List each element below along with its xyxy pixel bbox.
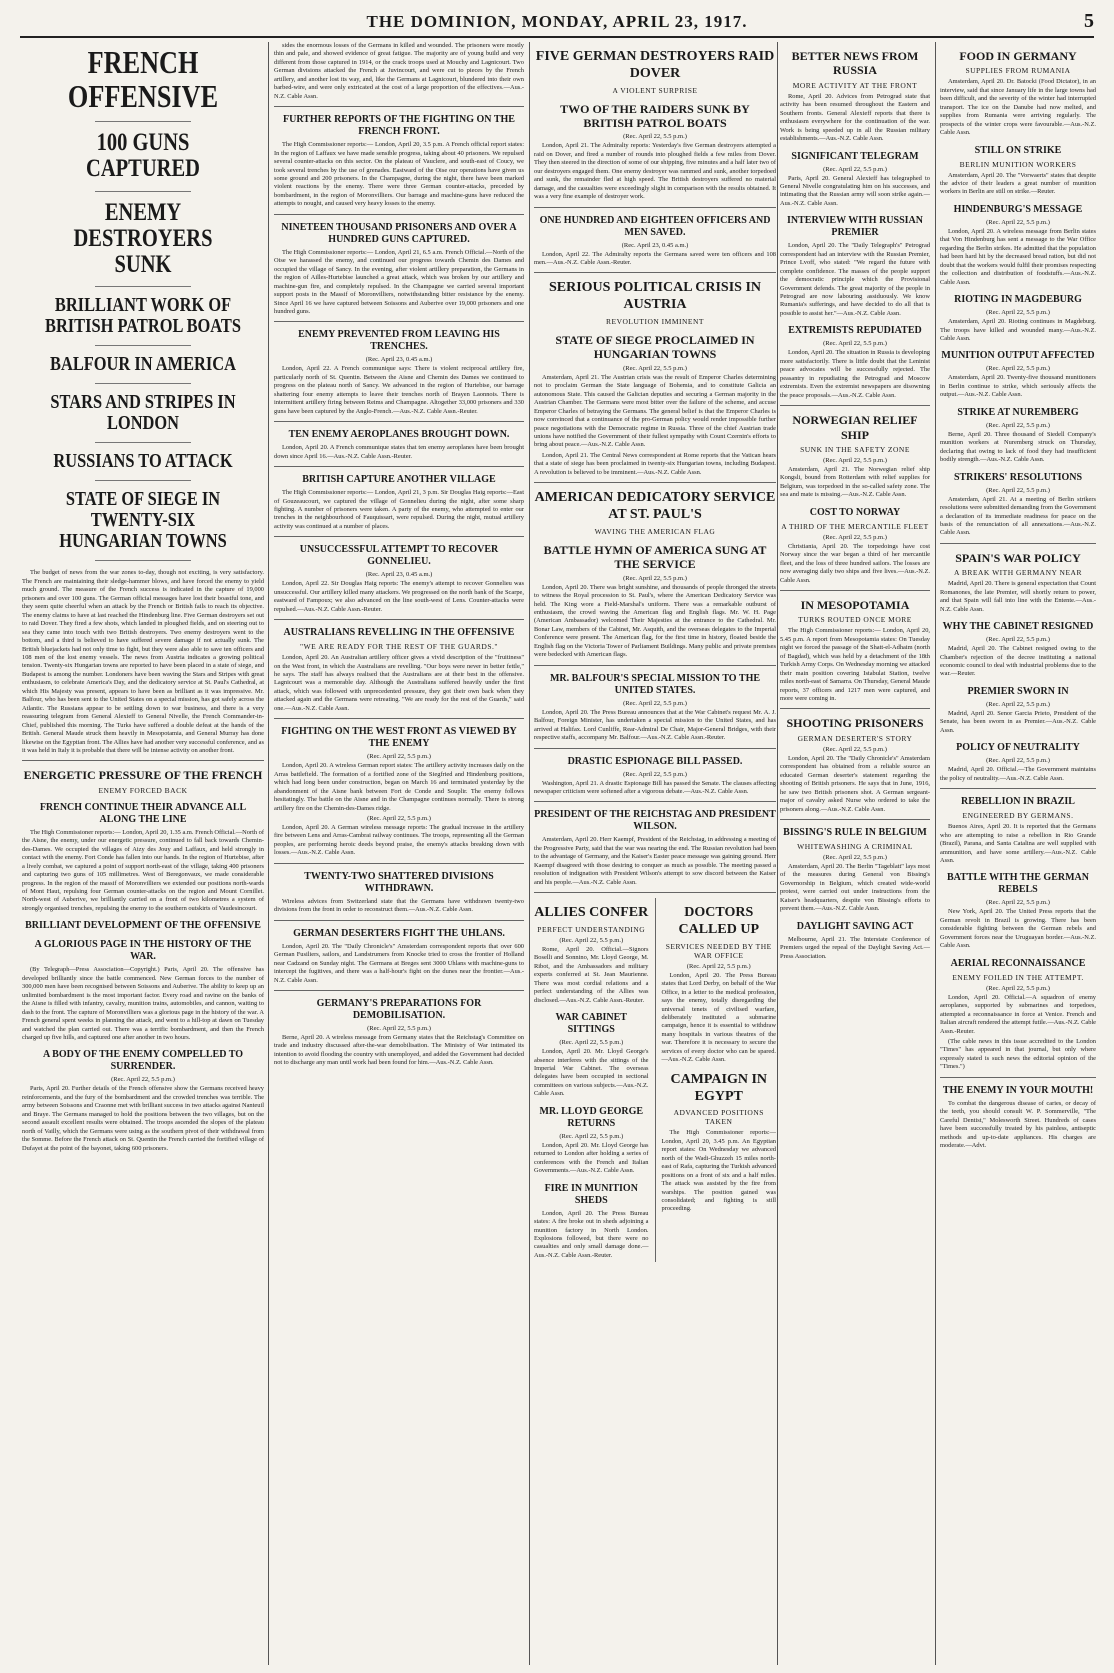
article-body	[940, 766, 1096, 783]
article-headline: DOCTORS CALLED UP	[678, 905, 759, 937]
article-body	[22, 966, 264, 1042]
column-3	[534, 42, 776, 1667]
article-body	[780, 543, 930, 585]
divider	[534, 801, 776, 802]
received-date: (Rec. April 22, 5.5 p.m.)	[823, 340, 887, 348]
article-headline: RIOTING IN MAGDEBURG	[954, 294, 1082, 306]
article-paragraph: Amsterdam, April 21. The Norwegian relief ship Kongsli, bound from Rotterdam with relief supplies for Belgium, was torpedoed in the so-called safety zone. The sea and mate is missing.—Aus.-N.Z. Cable Assn.	[780, 465, 930, 499]
received-date: (Rec. April 22, 5.5 p.m.)	[623, 699, 687, 707]
article-headline: EXTREMISTS REPUDIATED	[788, 325, 922, 337]
received-date: (Rec. April 22, 5.5 p.m.)	[986, 700, 1050, 708]
divider	[274, 863, 524, 864]
column-rule	[268, 42, 269, 1665]
intro-paragraph: The budget of news from the war zones to-day, though not exciting, is very satisfactory. The French are maintaining their sledge-hammer blows, and have forced the enemy to yield much ground. The measure of the French success is indicated in the capture of 19,000 prisoners and over 100 guns. The German official messages have lost their boastful tone, and they seem quite cheerful when an attack by the French or British fails to reach its objective. The enemy claims to have at last reached the Hindenburg line. Five German destroyers set out to raid Dover. They fired a few shots, which landed in ploughed fields, and on steering out to sea they came into touch with two British destroyers. Two enemy destroyers went to the bottom, and a third is believed to have suffered severe damage if not actually sunk. The British bluejackets had not only time to fight, but they were also able to save ten officers and 108 men of the lost enemy vessels. The news from Austria indicates a growing political tension. Twenty-six Hungarian towns are reported to have been placed in a state of siege, and Budapest is among the number. Londoners have been waving the Stars and Stripes with great enthusiasm, to celebrate America's Day, and the dedicatory service at St. Paul's Cathedral, at which His Majesty was present, appears to have been as brilliant as it was impressive. Mr. Balfour, who has been sent to the United States on a special mission, has got safely across the Atlantic. The Russians appear to be settling down to war business, and there is a very reassuring telegram from General Alexieff to General Nivelle, the French Commander-in-Chief, published this morning. The Turks have suffered a double defeat at the hands of the British. General Maude struck them heavily in Mesopotamia, and General Murray has done likewise on the Egyptian front. The Allies have had another very successful conference, and as it was held in Italy it is probable that there will be intense activity on another front.	[22, 569, 264, 754]
divider	[274, 106, 524, 107]
article-headline: NORWEGIAN RELIEF SHIP	[792, 413, 918, 442]
article-body	[662, 972, 777, 1065]
received-date: (Rec. April 22, 5.5 p.m.)	[823, 533, 887, 541]
article-body	[780, 936, 930, 961]
advertisement-headline: THE ENEMY IN YOUR MOUTH!	[942, 1084, 1094, 1096]
article-body	[274, 489, 524, 531]
article-body	[940, 823, 1096, 865]
split-right	[662, 898, 777, 1262]
article-body	[940, 645, 1096, 679]
article-headline: WAR CABINET SITTINGS	[555, 1012, 627, 1036]
received-date: (Rec. April 22, 5.5 p.m.)	[986, 218, 1050, 226]
article-headline: A GLORIOUS PAGE IN THE HISTORY OF THE WAR.	[34, 939, 252, 963]
received-date: (Rec. April 22, 5.5 p.m.)	[623, 364, 687, 372]
article-body	[22, 829, 264, 914]
article-paragraph: The High Commissioner reports:— London, April 20, 1.35 a.m. French Official.—North of the Aisne, the enemy, under our energetic pressure, continued to fall back towards Chemin-des-Dames. We occupied the villages of Aizy des Jouy and Laffaux, and held strongly in contact with the enemy. Fort Conde has fallen into our hands. In the region of Hurtebise, after a lively combat, we captured a point of support north-east of the village, taking 400 prisoners and capturing two guns of 105 millimetres. West of Beregonvaux, we made considerable progress. In the region of the massif of Moronvilliers we extended our positions north-wards of Mont Haut, repulsing four German counter-attacks on the region and Mount Cornillet. North-west of Auberive, we brilliantly carried on a front of two kilometres a system of strongly organised trenches, repulsing the enemy to the southern outskirts of Vaudesincourt.	[22, 828, 264, 912]
article-headline: SIGNIFICANT TELEGRAM	[791, 150, 919, 162]
article-body	[274, 42, 524, 101]
received-date: (Rec. April 22, 5.5 p.m.)	[823, 456, 887, 464]
article-paragraph: Amsterdam, April 20. Rioting continues in Magdeburg. The troops have killed and wounded many.—Aus.-N.Z. Cable Assn.	[940, 318, 1096, 342]
article-subheadline: A THIRD OF THE MERCANTILE FLEET	[781, 521, 929, 531]
article-paragraph: Madrid, April 20. Official.—The Government maintains the policy of neutrality.—Aus.-N.Z. Cable Assn.	[940, 766, 1096, 782]
article-paragraph: London, April 20. Mr. Lloyd George's absence interferes with the sittings of the Imperial War Cabinet. The overseas delegates have been occupied in sectional committees on various subjects.—Aus.-N.Z. Cable Assn.	[534, 1048, 649, 1098]
article-paragraph: Amsterdam, April 20. Twenty-five thousand munitioners in Berlin continue to strike, which seriously affects the output.—Aus.-N.Z. Cable Assn.	[940, 374, 1096, 399]
article-paragraph: Melbourne, April 21. The Interstate Conference of Premiers urged the repeal of the Daylight Saving Act.—Press Association.	[780, 935, 930, 960]
article-subheadline: REVOLUTION IMMINENT	[605, 317, 705, 327]
received-date: (Rec. April 22, 5.5 p.m.)	[559, 1132, 624, 1140]
headline-russians: RUSSIANS TO ATTACK	[53, 450, 233, 473]
article-body	[780, 863, 930, 914]
article-paragraph: Amsterdam, April 20. Herr Kaempf, President of the Reichstag, in addressing a meeting of the Progressive Party, said that the war was nearing the end. The Russian revolution had been to the advantage of Germany, and the Kaiser's Easter peace message was gaining ground. Herr Kaempf disagreed with those desiring to conquer as much as possible. The meeting passed a resolution of indignation with President Wilson's attempt to sow discord between the Kaiser and his people.—Aus.-N.Z. Cable Assn.	[534, 836, 776, 886]
article-body	[274, 762, 524, 813]
article-subheadline: WAVING THE AMERICAN FLAG	[594, 526, 716, 536]
article-headline: FOOD IN GERMANY	[959, 49, 1077, 63]
received-date: (Rec. April 22, 5.5 p.m.)	[986, 757, 1050, 765]
article-headline: BETTER NEWS FROM RUSSIA	[791, 49, 919, 78]
article-body	[940, 994, 1096, 1036]
article-paragraph: London, April 20. The Press Bureau announces that at the War Cabinet's request Mr. A. J. Balfour, Foreign Minister, has undertaken a special mission to the United States, and has arrived at Halifax. Lord Cunliffe, Rear-Admiral De Chair, Major-General Bridges, with their respective staffs, accompany Mr. Balfour.—Aus.-N.Z. Cable Assn.-Reuter.	[534, 708, 776, 742]
article-headline: TEN ENEMY AEROPLANES BROUGHT DOWN.	[288, 429, 510, 441]
divider	[780, 819, 930, 820]
article-body	[780, 755, 930, 814]
article-paragraph: London, April 20. The Press Bureau states that Lord Derby, on behalf of the War Office, in a letter to the medical profession, says the enemy, totally disregarding the universal tenets of civilised warfare, deliberately instituted a submarine campaign, hence it is essential to withdraw many hospitals in various theatres of the war. Therefore it is necessary to secure the services of every doctor who can be spared.—Aus.-N.Z. Cable Assn.	[661, 971, 776, 1064]
article-headline: STRIKERS' RESOLUTIONS	[953, 471, 1083, 483]
article-body	[534, 1210, 649, 1261]
divider	[95, 442, 192, 443]
article-body	[274, 824, 524, 858]
article-body	[274, 943, 524, 985]
article-paragraph: Rome, April 20. Advices from Petrograd state that activity has been resumed throughout the Eastern and Southern fronts. General Alexieff reports that there is enthusiasm everywhere for the continuation of the war. Work is being speeded up in all the Russian military establishments.—Aus.-N.Z. Cable Assn.	[780, 92, 930, 143]
article-headline: SERIOUS POLITICAL CRISIS IN AUSTRIA	[548, 280, 762, 313]
divider	[95, 286, 192, 287]
received-date: (Rec. April 23, 0.45 a.m.)	[365, 356, 433, 364]
article-headline: FIRE IN MUNITION SHEDS	[544, 1182, 638, 1206]
article-paragraph: The High Commissioner reports:— London, April 20, 3.45 p.m. An Egyptian report states: On Wednesday we advanced north of the Wadi-Ghuzzeh 15 miles north-east of Rafa, capturing the Turkish advanced positions on a front of six and a half miles. The attack was assisted by the fire from warships. The position gained was consolidated; and fighting is still proceeding.	[661, 1129, 776, 1213]
article-subheadline: TURKS ROUTED ONCE MORE	[798, 615, 912, 625]
article-headline: FURTHER REPORTS OF THE FIGHTING ON THE FRENCH FRONT.	[283, 114, 515, 138]
article-headline: IN MESOPOTAMIA	[800, 597, 910, 612]
article-paragraph: London, April 20. The Press Bureau states: A fire broke out in sheds adjoining a munition factory in North London. Explosions followed, but there were no casualties and only small damage done.—Aus.-N.Z. Cable Assn.-Reuter.	[534, 1209, 649, 1259]
article-paragraph: Washington, April 21. A drastic Espionage Bill has passed the Senate. The clauses affecting newspaper criticism were softened after a vigorous debate.—Aus.-N.Z. Cable Assn.	[534, 779, 776, 795]
divider	[780, 708, 930, 709]
article-paragraph: London, April 20. There was bright sunshine, and thousands of people thronged the streets to witness the Royal procession to St. Paul's, where the American Dedicatory Service was held. The King wore a Field-Marshal's uniform. There was a remarkable outburst of enthusiasm, the crowd waving the American flag and English flags. Mr. W. H. Page (American Ambassador) welcomed Their Majesties at the entrance to the Cathedral. Mr. Bonar Law, members of the Cabinet, Mr. Asquith, and the overseas delegates to the Imperial Conference were present. The American flag, for the first time in history, floated beside the English flag on the Victoria Tower of Parliament Buildings. Many public and private premises were bedecked with American flags.	[534, 583, 776, 659]
article-subheadline: SUPPLIES FROM RUMANIA	[965, 66, 1071, 76]
column-4	[780, 42, 930, 1667]
article-paragraph: Paris, April 20. Further details of the French offensive show the Germans received heavy reinforcements, and the fury of the bombardment and the crowded trenches was terrible. The army between Soissons and Craonne met with brilliant success in two attacks against Nanteuil and Braye. The Germans managed to hold the positions between the two villages, but on the second assault excellent results were obtained. The troops ascended the slopes of the plateau north of Vailly, which the Germans were using as the southern pivot of their withdrawal from the Somme. Before the French attack on St. Quentin the French carried the fortified village of Dufayet at the point of the bayonet, taking 600 prisoners.	[22, 1085, 264, 1152]
divider	[534, 482, 776, 483]
article-subheadline: A VIOLENT SURPRISE	[612, 85, 698, 95]
article-paragraph: London, April 20. Mr. Lloyd George has returned to London after holding a series of conferences with the French and Italian Governments.—Aus.-N.Z. Cable Assn.	[534, 1141, 649, 1175]
divider	[274, 536, 524, 537]
received-date: (Rec. April 22, 5.5 p.m.)	[559, 1039, 624, 1047]
divider	[274, 466, 524, 467]
article-headline: AUSTRALIANS REVELLING IN THE OFFENSIVE	[283, 627, 515, 639]
article-paragraph: London, April 20. A wireless message from Berlin states that Von Hindenburg has sent a message to the War Office regarding the Berlin strikes. He admitted that the population had been hard hit by the decreased bread ration, but did not doubt that the workers would fulfil their promises respecting the collection and distribution of foodstuffs.—Aus.-N.Z. Cable Assn.	[940, 227, 1096, 286]
article-body	[534, 142, 776, 201]
article-subheadline: ADVANCED POSITIONS TAKEN	[673, 1108, 764, 1127]
received-date: (Rec. April 22, 5.5 p.m.)	[986, 486, 1050, 494]
article-body	[534, 946, 649, 1005]
article-body	[534, 1048, 649, 1099]
article-paragraph: London, April 20. A French communique states that ten enemy aeroplanes have been brought down since April 16.—Aus.-N.Z. Cable Assn.-Reuter.	[274, 444, 524, 460]
article-headline: ENERGETIC PRESSURE OF THE FRENCH	[23, 768, 263, 783]
article-headline: DRASTIC ESPIONAGE BILL PASSED.	[567, 755, 743, 767]
article-paragraph: Amsterdam, April 20. The "Vorwaerts" states that despite the advice of their leaders a great number of munition workers in Berlin are still on strike.—Reuter.	[940, 171, 1096, 196]
article-body	[274, 1034, 524, 1068]
article-paragraph: London, April 21. The Central News correspondent at Rome reports that the Vatican hears that a state of siege has been proclaimed in twenty-six Hungarian towns, including Budapest. A revolution is believed to be imminent.—Aus.-N.Z. Cable Assn.	[534, 451, 776, 476]
received-date: (Rec. April 22, 5.5 p.m.)	[823, 745, 887, 753]
article-headline: BRITISH CAPTURE ANOTHER VILLAGE	[302, 474, 496, 486]
article-paragraph: Madrid, April 20. Senor Garcia Prieto, President of the Senate, has been sworn in as Premier.—Aus.-N.Z. Cable Assn.	[940, 709, 1096, 734]
split-section	[534, 898, 776, 1262]
article-headline: ENEMY PREVENTED FROM LEAVING HIS TRENCHES.	[298, 329, 500, 353]
article-paragraph: London, April 20. Official.—A squadron of enemy aeroplanes, supported by submarines and torpedoes, attempted a reconnaissance in force at Venice. French and Italian aircraft rendered the attempt futile.—Aus.-N.Z. Cable Assn.-Reuter.	[940, 993, 1096, 1035]
divider	[22, 760, 264, 761]
article-body	[940, 580, 1096, 614]
article-headline: MR. LLOYD GEORGE RETURNS	[539, 1105, 644, 1129]
article-paragraph: London, April 20. The "Daily Chronicle's" Amsterdam correspondent reports that over 600 German Fusiliers, sailors, and Landstrumers from Knocke tried to cross the frontier of Holland near Cadzand on Sunday night. The Germans at Breges sent 3000 Uhlans with machine-guns to intercept the fugitives, and there was a half-hour's fight on the dunes near the frontier.—Aus.-N.Z. Cable Assn.	[274, 942, 524, 984]
article-subheadline: SERVICES NEEDED BY THE WAR OFFICE	[665, 941, 772, 960]
article-body	[780, 93, 930, 144]
received-date: (Rec. April 22, 5.5 p.m.)	[559, 936, 624, 944]
article-headline: NINETEEN THOUSAND PRISONERS AND OVER A HUNDRED GUNS CAPTURED.	[281, 221, 517, 245]
article-body	[940, 78, 1096, 137]
article-headline: AMERICAN DEDICATORY SERVICE AT ST. PAUL'S	[534, 490, 776, 523]
article-body	[780, 242, 930, 318]
masthead	[20, 8, 1094, 38]
article-paragraph: Berne, April 20. A wireless message from Germany states that the Reichstag's Committee on trade and industry discussed after-the-war demobilisation. The Ministry of War intimated its intention to avoid flooding the country with unemployed, and added the Government had decided not to discharge any man until work had been found for him.—Aus.-N.Z. Cable Assn.	[274, 1034, 524, 1067]
received-date: (Rec. April 22, 5.5 p.m.)	[623, 770, 687, 778]
article-paragraph: Wireless advices from Switzerland state that the Germans have withdrawn twenty-two divisions from the front in order to reconstruct them.—Aus.-N.Z. Cable Assn.	[274, 897, 524, 914]
divider	[274, 619, 524, 620]
divider	[534, 272, 776, 273]
received-date: (Rec. April 22, 5.5 p.m.)	[986, 421, 1050, 429]
article-headline: WHY THE CABINET RESIGNED	[942, 621, 1094, 633]
article-body	[940, 1038, 1096, 1072]
divider	[534, 748, 776, 749]
divider	[95, 480, 192, 481]
article-paragraph: sides the enormous losses of the Germans in killed and wounded. The prisoners were mostly thin and pale, and showed evidence of great fatigue. The majority are of young build and very different from those captured in 1914, or the crack troops used at Mouchy and Lagnicourt. Two German divisions attacked the French at Juvincourt, and were cut to pieces by the French artillery, and another lost its way, and, like the Germans at Lagnicourt, blundered into their own barbed-wire, and were only extricated at the cost of a large proportion of the effectives.—Aus.-N.Z. Cable Assn.	[274, 42, 524, 100]
article-paragraph: London, April 20. A wireless German report states: The artillery activity increases daily on the Arras battlefield. The formation of a fortified zone of the Siegfried and Hindenburg positions, which had long been under construction, began on March 16 and terminated yesterday by the abandonment of the Aisne bank between Fort de Conde and Souplir. The enemy follows hesitatingly. The battle on the Aisne and in the Champagne continues normally. There is strong artillery fire on the Chemin-des-Dames ridge.	[274, 762, 524, 812]
advertisement-paragraph: To combat the dangerous disease of caries, or decay of the teeth, you should consult W. P. Sommerville, "The Careful Dentist," Molesworth Street. Hundreds of cases have been successfully treated by his painless, antiseptic methods and up-to-date appliances. His charges are moderate.—Advt.	[940, 1099, 1096, 1150]
divider	[534, 892, 776, 893]
article-paragraph: London, April 20. The "Daily Chronicle's" Amsterdam correspondent has obtained from a reliable source an educated German deserter's statement regarding the shooting of British prisoners. He says that in June, 1916, he saw two British prisoners shot. A German sergeant-major of cavalry asked Nurse who ordered to take the prisoners along.—Aus.-N.Z. Cable Assn.	[780, 754, 930, 813]
received-date: (Rec. April 22, 5.5 p.m.)	[367, 753, 431, 761]
article-body	[274, 249, 524, 317]
article-body	[940, 710, 1096, 735]
headline-balfour: BALFOUR IN AMERICA	[50, 353, 236, 376]
article-body	[662, 1129, 777, 1214]
article-headline: TWO OF THE RAIDERS SUNK BY BRITISH PATROL BOATS	[560, 101, 750, 130]
article-headline: BATTLE WITH THE GERMAN REBELS	[947, 872, 1089, 896]
article-paragraph: Amsterdam, April 20. Dr. Batocki (Food Dictator), in an interview, said that since January life in the large towns had been difficult, and the severity of the winter had interrupted transport. The ice on the Danube had now melted, and supplies from Rumania were arriving regularly. The prospects of the winter crops were favourable.—Aus.-N.Z. Cable Assn.	[940, 78, 1096, 137]
article-paragraph: London, April 22. A French communique says: There is violent reciprocal artillery fire, particularly north of St. Quentin. Between the Aisne and Chemin des Dames we continued to progress on the plateau north of Sancy. We advanced in the region of Hurtebise, our barrage shattering four enemy attempts to leave their trenches north of Brayen Laonnois. There is intermittent artillery firing between Reims and Champagne. Altogether 33,000 prisoners and 330 guns have been captured by the Anglo-French.—Aus.-N.Z. Cable Assn.-Reuter.	[274, 365, 524, 415]
received-date: (Rec. April 22, 5.5 p.m.)	[623, 133, 687, 141]
article-body	[780, 175, 930, 209]
received-date: (Rec. April 22, 5.5 p.m.)	[623, 574, 687, 582]
divider	[780, 405, 930, 406]
split-left	[534, 898, 649, 1262]
article-body	[22, 569, 264, 755]
article-headline: BISSING'S RULE IN BELGIUM	[783, 827, 927, 838]
article-paragraph: New York, April 20. The United Press reports that the German revolt in Brazil is growing. There has been considerable fighting between the German rebels and Government forces near the Uruguayan border.—Aus.-N.Z. Cable Assn.	[940, 908, 1096, 950]
article-paragraph: The High Commissioner reports:— London, April 20, 5.45 p.m. A report from Mesopotamia states: On Tuesday night we forced the passage of the Shatt-el-Adhaim (north of Bagdad), which was held by a detachment of the 18th Turkish Army Corps. On Wednesday morning we attacked their main position covering Istabulat Station, twelve miles north-east of Samarra. On Thursday, General Maude reports, 37 officers and 1217 men were captured, and more were coming in.	[780, 627, 930, 702]
received-date: (Rec. April 22, 5.5 p.m.)	[986, 984, 1050, 992]
article-body	[274, 444, 524, 461]
article-body	[780, 466, 930, 500]
article-headline: PRESIDENT OF THE REICHSTAG AND PRESIDENT WILSON.	[534, 809, 776, 833]
article-body	[22, 1085, 264, 1153]
article-paragraph: The High Commissioner reports:— London, April 20, 3.5 p.m. A French official report states: In the region of Laffaux we have made sensible progress, taking about 40 prisoners. We repulsed several counter-attacks on this sector. On the plateau of Vauclere, and south-east of Coucy, we took several trenches by the use of grenades. Eastward of the Oise our operations have given us some ground and 200 prisoners. In the Champagne, during the night, there have been marked violent reactions by the enemy. There were three German counter-attacks, preceded by bombardment, in the region of Moronvilliers. Our barrage and machine-guns have reduced the attempts to nought, and caused very heavy losses to the enemy.	[274, 141, 524, 208]
article-headline: REBELLION IN BRAZIL	[961, 796, 1075, 808]
article-paragraph: The High Commissioner reports:— London, April 21, 6.5 a.m. French Official.—North of the Oise we harassed the enemy, and continued our progress towards Chemin des Dames and occupied the village of Sancy. In the evening, after violent artillery preparation, the Germans in the region of Ailles-Hurtebise launched a great attack, which was broken by our artillery and machine-gun fire, and completely repulsed. In the Champagne we carried several important support posts in the Massif of Moronvilliers, notwithstanding bitter resistance by the enemy. Since April 16 we have captured between Soissons and Auberive over 19,000 prisoners and one hundred guns.	[274, 248, 524, 315]
article-headline: STILL ON STRIKE	[974, 144, 1062, 156]
article-paragraph: Madrid, April 20. The Cabinet resigned owing to the Chamber's rejection of the decree instituting a national economic council to deal with industrial problems due to the war.—Reuter.	[940, 645, 1096, 678]
article-paragraph: London, April 22. The Admiralty reports the Germans saved were ten officers and 108 men.—Aus.-N.Z. Cable Assn.-Reuter.	[534, 250, 776, 266]
column-rule	[935, 42, 936, 1665]
divider	[95, 345, 192, 346]
received-date: (Rec. April 22, 5.5 p.m.)	[686, 962, 751, 970]
article-paragraph: Madrid, April 20. There is general expectation that Count Romanones, the late Premier, will shortly return to power, and that Spain will fall into line with the Entente.—Aus.-N.Z. Cable Assn.	[940, 580, 1096, 613]
article-body	[940, 228, 1096, 287]
article-headline: PREMIER SWORN IN	[967, 685, 1069, 697]
article-headline: COST TO NORWAY	[809, 506, 901, 518]
article-subheadline: SUNK IN THE SAFETY ZONE	[800, 444, 910, 454]
received-date: (Rec. April 22, 5.5 p.m.)	[986, 309, 1050, 317]
received-date: (Rec. April 22, 5.5 p.m.)	[111, 1076, 175, 1084]
column-rule	[655, 898, 656, 1262]
article-body	[534, 1142, 649, 1176]
article-headline: MR. BALFOUR'S SPECIAL MISSION TO THE UNITED STATES.	[549, 672, 761, 696]
article-headline: UNSUCCESSFUL ATTEMPT TO RECOVER GONNELIEU.	[299, 544, 499, 568]
column-2	[274, 42, 524, 1667]
article-headline: FRENCH CONTINUE THEIR ADVANCE ALL ALONG THE LINE	[39, 801, 247, 825]
divider	[274, 718, 524, 719]
article-paragraph: (By Telegraph—Press Association—Copyright.) Paris, April 20. The offensive has developed brilliantly since the battle commenced. New German forces to the number of 300,000 men have been recognised between Soissons and Auberive. The ability to keep up an unlimited bombardment is the most important factor. Every road and ravine on the banks of the Aisne is filled with infantry, cavalry, munition trains, automobiles, and cannon, waiting to dash to the front. The capture of Moronvilliers was a glorious page in the history of the war. A French general spent weeks in planning the attack, and went to a hill-top at dawn on Tuesday and watched the plan carried out. There was a terrific bombardment, and then the French charged up five hills, and captured one after another in two hours.	[22, 966, 264, 1041]
divider	[940, 788, 1096, 789]
divider	[940, 543, 1096, 544]
masthead-title: THE DOMINION, MONDAY, APRIL 23, 1917.	[366, 12, 748, 31]
article-headline: TWENTY-TWO SHATTERED DIVISIONS WITHDRAWN.	[304, 870, 494, 894]
article-headline: SHOOTING PRISONERS	[786, 716, 924, 731]
article-subheadline: WHITEWASHING A CRIMINAL	[797, 842, 913, 851]
article-paragraph: Amsterdam, April 21. At a meeting of Berlin strikers resolutions were submitted demanding from the Government a declaration of its immediate readiness for peace on the basis of the renunciation of all annexations.—Aus.-N.Z. Cable Assn.	[940, 495, 1096, 537]
article-paragraph: Christiania, April 20. The torpedoings have cost Norway since the war began a third of her mercantile fleet, and the loss of three hundred sailors. The losses are now averaging daily two ships and five lives.—Aus.-N.Z. Cable Assn.	[780, 542, 930, 584]
divider	[534, 207, 776, 208]
divider	[95, 383, 192, 384]
article-paragraph: London, April 20. An Australian artillery officer gives a vivid description of the "fruitiness" on the West front, in which the Australians are revelling. "Our boys were never in better fettle," he says. The staff has always realised that the Australians are at their best in the offensive. Lagnicourt was a memorable day. Although the Australians suffered heavily under the first attack, which was followed with unprecedented pressure, they got their own back when they attacked again and the Germans were retreating. "We are ready for the rest of the Guards," said one.—Aus.-N.Z. Cable Assn.	[274, 654, 524, 712]
headline-guns: 100 GUNS CAPTURED	[86, 129, 200, 183]
article-body	[940, 172, 1096, 197]
received-date: (Rec. April 22, 5.5 p.m.)	[986, 365, 1050, 373]
main-headline: FRENCH OFFENSIVE	[67, 44, 219, 114]
divider	[95, 560, 192, 561]
divider	[95, 121, 192, 122]
received-date: (Rec. April 22, 5.5 p.m.)	[367, 1025, 431, 1032]
article-headline: STRIKE AT NUREMBERG	[957, 406, 1079, 418]
article-subheadline: A BREAK WITH GERMANY NEAR	[954, 568, 1082, 578]
divider	[780, 590, 930, 591]
article-body	[274, 365, 524, 416]
headline-patrol-boats: BRILLIANT WORK OF BRITISH PATROL BOATS	[45, 294, 241, 338]
article-headline: GERMANY'S PREPARATIONS FOR DEMOBILISATION.	[316, 998, 482, 1021]
divider	[274, 321, 524, 322]
article-headline: GERMAN DESERTERS FIGHT THE UHLANS.	[293, 927, 505, 939]
article-subheadline: GERMAN DESERTER'S STORY	[797, 733, 913, 743]
article-paragraph: Amsterdam, April 21. The Austrian crisis was the result of Emperor Charles determining not to proclaim German the State language of Bohemia, and to constitute Galicia an autonomous State. This caused the Galician deputies and securing a German majority in the Austrian Chamber. The Germans were most bitter over the failure of the scheme, and accuse Emperor Charles of betraying the Germans. The general belief is that the Emperor Charles is now convinced that a continuance of the pro-German policy would render impossible further peace negotiations with the Democratic regime in Russia. Three of the chief Austrian trade unions have notified the Government of their fullest sympathy with Count Czernin's efforts to bring about peace.—Aus.-N.Z. Cable Assn.	[534, 373, 776, 449]
article-paragraph: London, April 21. The Admiralty reports: Yesterday's five German destroyers attempted a raid on Dover, and fired a number of rounds into ploughed fields a few miles from Dover. They then steered in the direction of some of our shipping, five minutes and a half later two of our destroyers engaged them. One enemy destroyer was rammed and sunk, another torpedoed and sunk, the remainder fled at high speed. The British destroyers suffered no material damage, and the casualties were exceedingly slight in comparison with the results obtained. It was a very fine example of destroyer work.	[534, 142, 776, 201]
article-headline: BATTLE HYMN OF AMERICA SUNG AT THE SERVICE	[543, 542, 767, 572]
divider	[534, 665, 776, 666]
article-body	[940, 496, 1096, 538]
article-body	[274, 898, 524, 915]
article-subheadline: BERLIN MUNITION WORKERS	[959, 159, 1077, 169]
article-headline: FIGHTING ON THE WEST FRONT AS VIEWED BY THE ENEMY	[281, 726, 517, 750]
column-5	[940, 42, 1096, 1667]
article-paragraph: Paris, April 20. General Alexieff has telegraphed to General Nivelle congratulating him on his successes, and intimating that the Russian army will soon strike again.—Aus.-N.Z. Cable Assn.	[780, 174, 930, 207]
headline-siege: STATE OF SIEGE IN TWENTY-SIX HUNGARIAN TOWNS	[59, 488, 227, 553]
headline-stars-stripes: STARS AND STRIPES IN LONDON	[50, 391, 236, 435]
article-headline: STATE OF SIEGE PROCLAIMED IN HUNGARIAN TOWNS	[555, 333, 755, 362]
article-body	[534, 374, 776, 477]
divider	[274, 990, 524, 991]
article-body	[534, 584, 776, 660]
received-date: (Rec. April 22, 5.5 p.m.)	[986, 899, 1050, 907]
article-body	[274, 141, 524, 209]
column-rule	[529, 42, 530, 1665]
divider	[274, 214, 524, 215]
article-body	[780, 349, 930, 400]
received-date: (Rec. April 22, 5.5 p.m.)	[823, 165, 887, 173]
article-body	[534, 780, 776, 797]
article-headline: INTERVIEW WITH RUSSIAN PREMIER	[787, 215, 923, 239]
article-headline: HINDENBURG'S MESSAGE	[953, 203, 1083, 215]
article-headline: POLICY OF NEUTRALITY	[956, 742, 1080, 754]
article-paragraph: Amsterdam, April 20. The Berlin "Tageblatt" lays most of the measures during General von Bissing's Governorship in Belgium, which created wide-world protest, were carried out under instructions from the Kaiser's headquarters, despite von Bissing's efforts to prevent them.—Aus.-N.Z. Cable Assn.	[780, 863, 930, 913]
advertisement-body	[940, 1100, 1096, 1151]
article-headline: BRILLIANT DEVELOPMENT OF THE OFFENSIVE	[25, 920, 261, 932]
column-rule	[777, 42, 778, 1665]
article-subheadline: ENEMY FOILED IN THE ATTEMPT.	[952, 972, 1084, 982]
headline-destroyers: ENEMY DESTROYERS SUNK	[73, 198, 213, 279]
received-date: (Rec. April 23, 0.45 a.m.)	[621, 241, 689, 249]
article-body	[940, 431, 1096, 465]
article-body	[534, 709, 776, 743]
article-headline: AERIAL RECONNAISSANCE	[950, 957, 1086, 969]
article-headline: ONE HUNDRED AND EIGHTEEN OFFICERS AND MEN SAVED.	[539, 214, 771, 238]
article-body	[780, 627, 930, 703]
article-body	[274, 654, 524, 713]
article-body	[940, 374, 1096, 399]
article-subheadline: MORE ACTIVITY AT THE FRONT	[792, 80, 918, 90]
divider	[274, 920, 524, 921]
article-paragraph: Buenos Aires, April 20. It is reported that the Germans who are attempting to raise a rebellion in Rio Grande (Brazil), Parana, and Santa Catalina are well supplied with ammunition, and have some artillery.—Aus.-N.Z. Cable Assn.	[940, 823, 1096, 864]
article-paragraph: London, April 20. The situation in Russia is developing more satisfactorily. There is little doubt that the Leninist peace advocates will be successfully rejected. The peasantry in repudiating the Petrograd and Moscow extremists. Even the extremist newspapers are disowning the peace proposals.—Aus.-N.Z. Cable Assn.	[780, 349, 930, 399]
article-subheadline: ENGINEERED BY GERMANS.	[962, 811, 1074, 821]
article-body	[274, 580, 524, 614]
article-subheadline: PERFECT UNDERSTANDING	[537, 924, 646, 934]
article-headline: MUNITION OUTPUT AFFECTED	[941, 350, 1095, 362]
received-date: (Rec. April 22, 5.5 p.m.)	[823, 854, 887, 861]
received-date: (Rec. April 23, 0.45 a.m.)	[365, 571, 433, 579]
column-1	[22, 42, 264, 1667]
article-paragraph: London, April 20. A German wireless message reports: The gradual increase in the artillery fire between Lens and Arras-Cambrai railway continues. The troops, representing all the German peoples, are performing heroic deeds beyond praise, the enemy's attacks breaking down with losses.—Aus.-N.Z. Cable Assn.	[274, 824, 524, 857]
article-body	[940, 318, 1096, 343]
article-headline: ALLIES CONFER	[534, 905, 649, 921]
article-subheadline: ENEMY FORCED BACK	[98, 785, 188, 795]
article-body	[940, 908, 1096, 950]
article-body	[534, 836, 776, 887]
article-subheadline: "WE ARE READY FOR THE REST OF THE GUARDS."	[300, 642, 498, 652]
article-headline: FIVE GERMAN DESTROYERS RAID DOVER	[535, 49, 775, 81]
article-paragraph: The High Commissioner reports:— London, April 21, 3 p.m. Sir Douglas Haig reports:—East of Gouzeaucourt, we captured the village of Gonnelieu during the night, after some sharp fighting. A number of prisoners were taken. A party of the enemy, who attempted to enter our trenches in the neighbourhood of Fauquissart, were repulsed. During the night, mutual artillery activity was continued at a number of places.	[274, 489, 524, 530]
divider	[274, 421, 524, 422]
divider	[940, 1077, 1096, 1078]
page-number: 5	[1084, 10, 1094, 32]
divider	[95, 191, 192, 192]
article-body	[534, 251, 776, 268]
article-paragraph: Rome, April 20. Official.—Signors Boselli and Sonnino, Mr. Lloyd George, M. Ribot, and the Ambassadors and military experts conferred at St. Jean Maurienne. There was most cordial relations and a perfect understanding of the Allies was disclosed.—Aus.-N.Z. Cable Assn.-Reuter.	[534, 945, 649, 1004]
article-headline: A BODY OF THE ENEMY COMPELLED TO SURRENDER.	[42, 1049, 244, 1073]
editorial-note: (The cable news in this issue accredited to the London "Times" has appeared in that journal, but only where expressly stated is such news the editorial opinion of the "Times.")	[940, 1037, 1096, 1071]
received-date: (Rec. April 22, 5.5 p.m.)	[367, 815, 431, 823]
article-headline: CAMPAIGN IN EGYPT	[670, 1071, 768, 1104]
article-headline: SPAIN'S WAR POLICY	[955, 550, 1081, 565]
received-date: (Rec. April 22, 5.5 p.m.)	[986, 636, 1050, 644]
article-paragraph: London, April 20. The "Daily Telegraph's" Petrograd correspondent had an interview with the Russian Premier, Prince Lvoff, who stated: "We regard the future with complete confidence. The masses of the people support the democratic principle which the Provisional Government defends. The great majority of the people in Petrograd are now labouring assiduously. We know Rumania's sufferings, and have decided to do all that is possible to assist her."—Aus.-N.Z. Cable Assn.	[780, 242, 930, 317]
article-headline: DAYLIGHT SAVING ACT	[796, 920, 914, 932]
article-paragraph: Berne, April 20. Three thousand of Siedell Company's munition workers at Nuremberg struck on Thursday, declaring that owing to lack of food they had insufficient bodily strength.—Aus.-N.Z. Cable Assn.	[940, 430, 1096, 464]
article-paragraph: London, April 22. Sir Douglas Haig reports: The enemy's attempt to recover Gonnelieu was unsuccessful. Our artillery killed many attackers. We progressed on the north bank of the Scarpe, eastward of Fampoux; we also advanced on the line south-west of Lens. Counter-attacks were repulsed.—Aus.-N.Z. Cable Assn.-Reuter.	[274, 580, 524, 613]
